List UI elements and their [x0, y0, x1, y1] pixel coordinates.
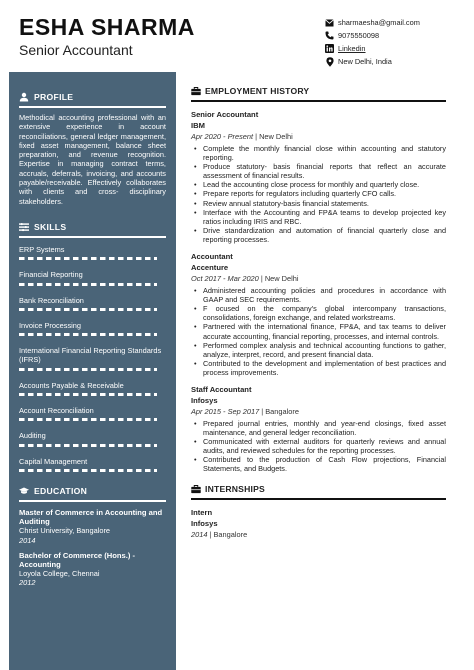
- job-bullet: • Produce statutory- basis financial reports that reflect an accurate assessment of financial results.: [191, 162, 446, 180]
- contact-phone-row[interactable]: [325, 29, 420, 42]
- skill-level-bar: [19, 393, 157, 396]
- skills-bars-icon: [19, 222, 29, 232]
- job-bullet: • Partnered with the international finance, FP&A, and tax teams to deliver accurate accounting, financial reporting, processes, and internal controls.: [191, 322, 446, 340]
- job-bullet: • Performed complex analysis and technical accounting functions to gather, analyze, interpret, record, and present financial data.: [191, 341, 446, 359]
- contact-email-row[interactable]: [325, 16, 420, 29]
- internship-location: Bangalore: [213, 529, 248, 539]
- skill-item: International Financial Reporting Standards (IFRS): [19, 346, 166, 371]
- section-divider: [191, 100, 446, 102]
- skill-level-bar: [19, 283, 157, 286]
- profile-summary: Methodical accounting professional with an extensive experience in account reconciliations, general ledger management, fixed asset management, balance sheet preparation, and revenue recognition. Expertise in managing contract terms, accruals, deferrals, invoicing, and accounts payable/receivable. Effectively collaborates with clients and cross- disciplinary stakeholders.: [19, 113, 166, 206]
- section-divider: [191, 498, 446, 500]
- section-divider: [19, 106, 166, 108]
- job-location: Bangalore: [265, 406, 299, 416]
- user-icon: [19, 92, 29, 102]
- education-heading: EDUCATION: [19, 486, 166, 496]
- job-company: Infosys: [191, 395, 218, 405]
- skill-item: Bank Reconciliation: [19, 296, 166, 311]
- skill-item: Accounts Payable & Receivable: [19, 381, 166, 396]
- skill-level-bar: [19, 418, 157, 421]
- candidate-name: ESHA SHARMA: [19, 14, 195, 40]
- skill-item: ERP Systems: [19, 245, 166, 260]
- education-school: Loyola College, Chennai: [19, 569, 100, 579]
- job-meta: Oct 2017 - Mar 2020 | New Delhi: [191, 274, 299, 284]
- skill-level-bar: [19, 308, 157, 311]
- job-dates: Oct 2017 - Mar 2020: [191, 274, 259, 284]
- job-title: Senior Accountant: [191, 110, 259, 119]
- job-bullets: [191, 144, 446, 244]
- skills-heading: SKILLS: [19, 222, 166, 232]
- education-school: Christ University, Bangalore: [19, 526, 111, 536]
- job-title: Accountant: [191, 252, 233, 262]
- job-location: New Delhi: [259, 132, 293, 141]
- candidate-role: Senior Accountant: [19, 42, 133, 58]
- contact-linkedin-link[interactable]: Linkedin: [338, 44, 366, 53]
- job-company: Accenture: [191, 263, 229, 273]
- location-pin-icon: [325, 57, 334, 66]
- job-bullet: • Interface with the Accounting and FP&A teams to develop projected key ratios including IRIS and RBC.: [191, 208, 446, 226]
- graduation-cap-icon: [19, 486, 29, 496]
- skill-level-bar: [19, 257, 157, 260]
- sidebar: [9, 72, 176, 670]
- contact-location-row: [325, 55, 420, 68]
- job-entry: [191, 252, 446, 377]
- skill-item: Capital Management: [19, 457, 166, 472]
- job-bullet: • Contributed to the development and implementation of best practices and process improvements.: [191, 359, 446, 377]
- education-degree: Bachelor of Commerce (Hons.) - Accounting: [19, 550, 136, 569]
- job-bullets: [191, 286, 446, 377]
- main-column: [191, 86, 446, 539]
- job-bullet: • Prepared journal entries, monthly and year-end closings, fixed asset maintenance, and general ledger reconciliation.: [191, 419, 446, 437]
- contact-location: New Delhi, India: [338, 57, 392, 66]
- internship-meta: 2014 | Bangalore: [191, 529, 248, 539]
- skill-level-bar: [19, 368, 157, 371]
- education-entry: [19, 508, 166, 545]
- job-bullet: • Drive standardization and automation of financial quarterly close and reporting processes.: [191, 226, 446, 244]
- job-bullet: • Administered accounting policies and procedures in accordance with GAAP and SEC requirements.: [191, 286, 446, 304]
- profile-heading: PROFILE: [19, 92, 166, 102]
- skill-item: Financial Reporting: [19, 270, 166, 285]
- envelope-icon: [325, 18, 334, 27]
- education-year: 2012: [19, 578, 36, 588]
- job-bullet: • Contributed to the production of Cash Flow projections, Financial Statements, and Budgets.: [191, 455, 446, 473]
- job-meta: Apr 2015 - Sep 2017 | Bangalore: [191, 406, 299, 416]
- contact-linkedin-row[interactable]: [325, 42, 420, 55]
- job-title: Staff Accountant: [191, 384, 252, 394]
- job-bullet: • Lead the accounting close process for monthly and quarterly close.: [191, 180, 446, 189]
- contact-email[interactable]: sharmaesha@gmail.com: [338, 18, 420, 27]
- section-divider: [19, 500, 166, 502]
- job-bullet: • Review annual statutory-basis financial statements.: [191, 199, 446, 208]
- employment-heading: EMPLOYMENT HISTORY: [191, 86, 446, 96]
- skill-item: Account Reconciliation: [19, 406, 166, 421]
- internship-entry: [191, 508, 446, 539]
- phone-icon: [325, 31, 334, 40]
- education-year: 2014: [19, 535, 36, 545]
- internship-dates: 2014: [191, 529, 208, 539]
- skill-level-bar: [19, 333, 157, 336]
- education-degree: Master of Commerce in Accounting and Auditing: [19, 507, 163, 527]
- job-bullet: • Prepare reports for regulators including quarterly CFO calls.: [191, 189, 446, 198]
- resume-header: [0, 0, 474, 72]
- internship-title: Intern: [191, 507, 213, 517]
- internship-company: Infosys: [191, 518, 218, 528]
- education-entry: [19, 551, 166, 588]
- section-divider: [19, 236, 166, 238]
- briefcase-icon: [191, 86, 201, 96]
- internships-heading: INTERNSHIPS: [191, 484, 446, 494]
- job-entry: [191, 385, 446, 474]
- job-dates: Apr 2020 - Present: [191, 132, 254, 141]
- job-location: New Delhi: [264, 274, 299, 284]
- job-bullet: • Communicated with external auditors for quarterly reviews and annual audits, and reviewed schedules for the reporting processes.: [191, 437, 446, 455]
- contact-phone[interactable]: 9075550098: [338, 31, 380, 40]
- job-company: IBM: [191, 121, 205, 130]
- job-dates: Apr 2015 - Sep 2017: [191, 406, 260, 416]
- job-bullet: • Complete the monthly financial close within accounting and statutory reporting.: [191, 144, 446, 162]
- briefcase-icon: [191, 484, 201, 494]
- skill-level-bar: [19, 444, 157, 447]
- skill-item: Invoice Processing: [19, 321, 166, 336]
- job-entry: [191, 110, 446, 244]
- job-bullets: [191, 419, 446, 474]
- contact-block: [325, 16, 420, 68]
- job-bullet: • F ocused on the company's global intercompany transactions, consolidations, foreign exchange, and related workstreams.: [191, 304, 446, 322]
- job-meta: Apr 2020 - Present | New Delhi: [191, 132, 293, 141]
- skills-list: [19, 245, 166, 472]
- skill-item: Auditing: [19, 431, 166, 446]
- skill-level-bar: [19, 469, 157, 472]
- linkedin-icon: [325, 44, 334, 53]
